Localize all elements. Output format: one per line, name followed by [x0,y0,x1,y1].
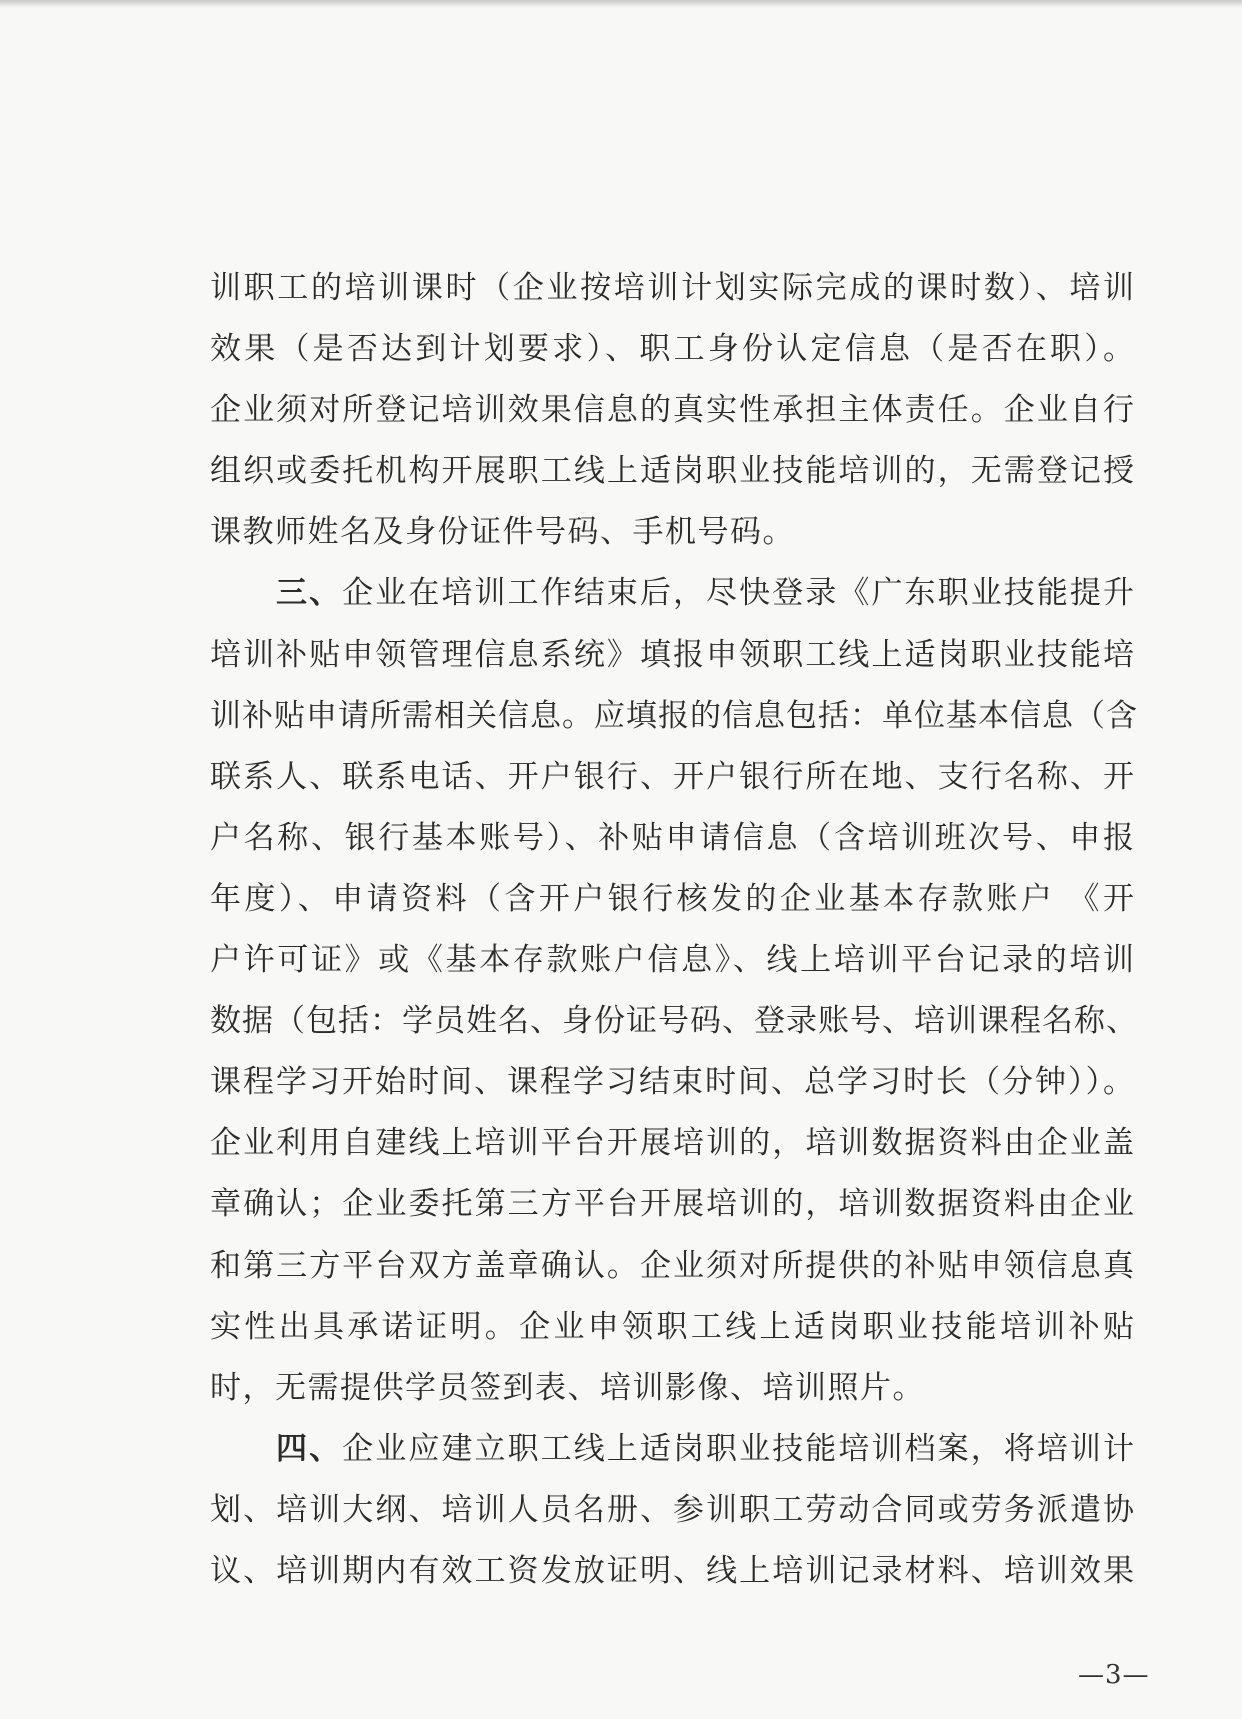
text-line: 议、培训期内有效工资发放证明、线上培训记录材料、培训效果 [210,1552,1135,1589]
page-number: —3— [1078,1660,1150,1690]
scan-edge [0,0,1242,8]
text-line: 和第三方平台双方盖章确认。企业须对所提供的补贴申领信息真 [210,1247,1135,1284]
text-span: 企业在培训工作结束后，尽快登录《广东职业技能提升 [342,575,1136,612]
text-line: 户名称、银行基本账号）、补贴申请信息（含培训班次号、申报 [210,819,1135,856]
text-line: 效果（是否达到计划要求）、职工身份认定信息（是否在职）。 [210,331,1135,368]
section-3-first-line [210,563,1135,624]
text-line: 数据（包括：学员姓名、身份证号码、登录账号、培训课程名称、 [210,1003,1138,1040]
text-line: 实性出具承诺证明。企业申领职工线上适岗职业技能培训补贴 [210,1308,1135,1345]
text-line: 章确认；企业委托第三方平台开展培训的，培训数据资料由企业 [210,1186,1135,1223]
text-span: 企业应建立职工线上适岗职业技能培训档案，将培训计 [342,1430,1136,1467]
text-line: 户许可证》或《基本存款账户信息》、线上培训平台记录的培训 [210,942,1135,979]
text-line: 时，无需提供学员签到表、培训影像、培训照片。 [210,1369,925,1406]
text-line: 课程学习开始时间、课程学习结束时间、总学习时长（分钟））。 [210,1064,1135,1101]
text-line: 联系人、联系电话、开户银行、开户银行所在地、支行名称、开 [210,758,1135,795]
text-line: 企业须对所登记培训效果信息的真实性承担主体责任。企业自行 [210,392,1135,429]
document-body [210,258,1138,1602]
text-line: 组织或委托机构开展职工线上适岗职业技能培训的，无需登记授 [210,453,1135,490]
text-line: 企业利用自建线上培训平台开展培训的，培训数据资料由企业盖 [210,1125,1135,1162]
section-4-heading: 四、 [276,1430,343,1467]
text-line: 训补贴申请所需相关信息。应填报的信息包括：单位基本信息（含 [210,697,1138,734]
text-line: 培训补贴申领管理信息系统》填报申领职工线上适岗职业技能培 [210,636,1135,673]
text-line: 划、培训大纲、培训人员名册、参训职工劳动合同或劳务派遣协 [210,1491,1135,1528]
text-line: 课教师姓名及身份证件号码、手机号码。 [210,514,795,551]
section-3-heading: 三、 [276,575,343,612]
section-4-first-line [210,1419,1135,1480]
text-line: 训职工的培训课时（企业按培训计划实际完成的课时数）、培训 [210,270,1135,306]
text-line: 年度）、申请资料（含开户银行核发的企业基本存款账户 《开 [210,880,1135,917]
